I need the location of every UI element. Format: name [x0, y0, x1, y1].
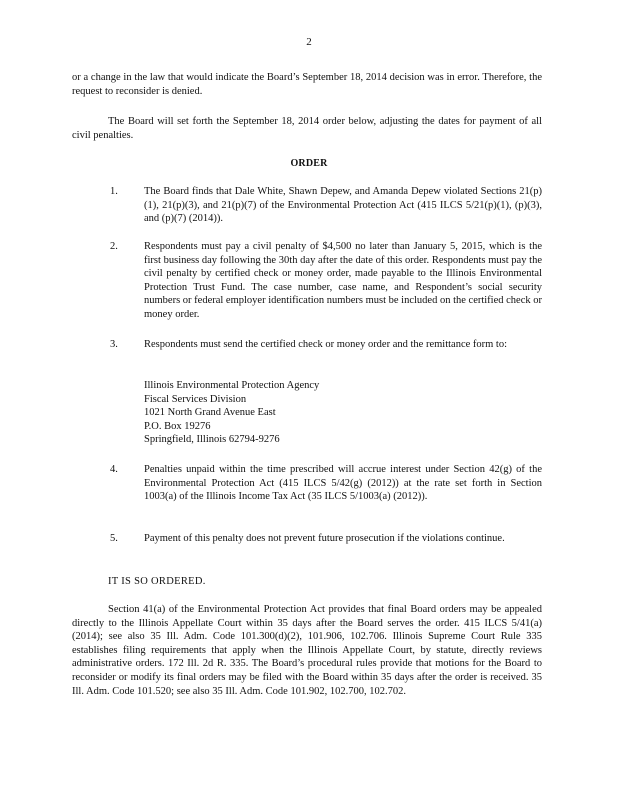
address-line: Springfield, Illinois 62794-9276	[144, 434, 280, 446]
address-line: Fiscal Services Division	[144, 393, 247, 405]
appeal-rights-paragraph: Section 41(a) of the Environmental Protection Act provides that final Board orders may be appealed directly to the Illinois Appellate Court within 35 days after the Board serves the order. 415 ILCS 5/41(a) (2014); see also 35 Ill. Adm. Code 101.300(d)(2), 101.906, 102.706. Illinois Supreme Court Rule 335 establishes filing requirements that apply when the Illinois Appellate Court, by statute, directly reviews administrative orders. 172 Ill. 2d R. 335. The Board’s procedural rules provide that motions for the Board to reconsider or modify its final orders may be filed with the Board within 35 days after the order is received. 35 Ill. Adm. Code 101.520; see also 35 Ill. Adm. Code 101.902, 102.700, 102.702.	[72, 604, 542, 697]
order-item-text: Payment of this penalty does not prevent future prosecution if the violations continue.	[144, 533, 505, 544]
order-item-text: Penalties unpaid within the time prescribed will accrue interest under Section 42(g) of the Environmental Protection Act (415 ILCS 5/42(g) (2012)) at the rate set forth in Section 1003(a) of the Illinois Income Tax Act (35 ILCS 5/1003(a) (2012)).	[144, 464, 542, 503]
remittance-address	[144, 379, 444, 447]
so-ordered-statement: IT IS SO ORDERED.	[108, 576, 206, 587]
order-item-number: 1.	[110, 186, 118, 197]
order-item-text: Respondents must send the certified check or money order and the remittance form to:	[144, 339, 508, 350]
address-line: Illinois Environmental Protection Agency	[144, 380, 320, 391]
order-item-text: The Board finds that Dale White, Shawn Depew, and Amanda Depew violated Sections 21(p)(1), 21(p)(3), and 21(p)(7) of the Environmental Protection Act (415 ILCS 5/21(p)(1), (p)(3), and (p)(7) (2014)).	[144, 186, 542, 225]
address-line: P.O. Box 19276	[144, 420, 211, 432]
intro-paragraph-2: The Board will set forth the September 18, 2014 order below, adjusting the dates for payment of all civil penalties.	[72, 116, 542, 141]
page-number: 2	[306, 36, 312, 48]
intro-paragraph-1: or a change in the law that would indicate the Board’s September 18, 2014 decision was in error. Therefore, the request to reconsider is denied.	[72, 72, 542, 97]
order-item-text: Respondents must pay a civil penalty of $4,500 no later than January 5, 2015, which is the first business day following the 30th day after the date of this order. Respondents must pay the civil penalty by certified check or money order, made payable to the Illinois Environmental Protection Trust Fund. The case number, case name, and Respondent’s social security numbers or federal employer identification numbers must be included on the certified check or money order.	[144, 241, 542, 320]
order-heading: ORDER	[290, 158, 328, 169]
address-line: 1021 North Grand Avenue East	[144, 407, 276, 419]
order-item-number: 3.	[110, 339, 118, 350]
order-item-number: 5.	[110, 533, 118, 544]
order-item-number: 4.	[110, 464, 118, 475]
order-item-number: 2.	[110, 241, 118, 252]
